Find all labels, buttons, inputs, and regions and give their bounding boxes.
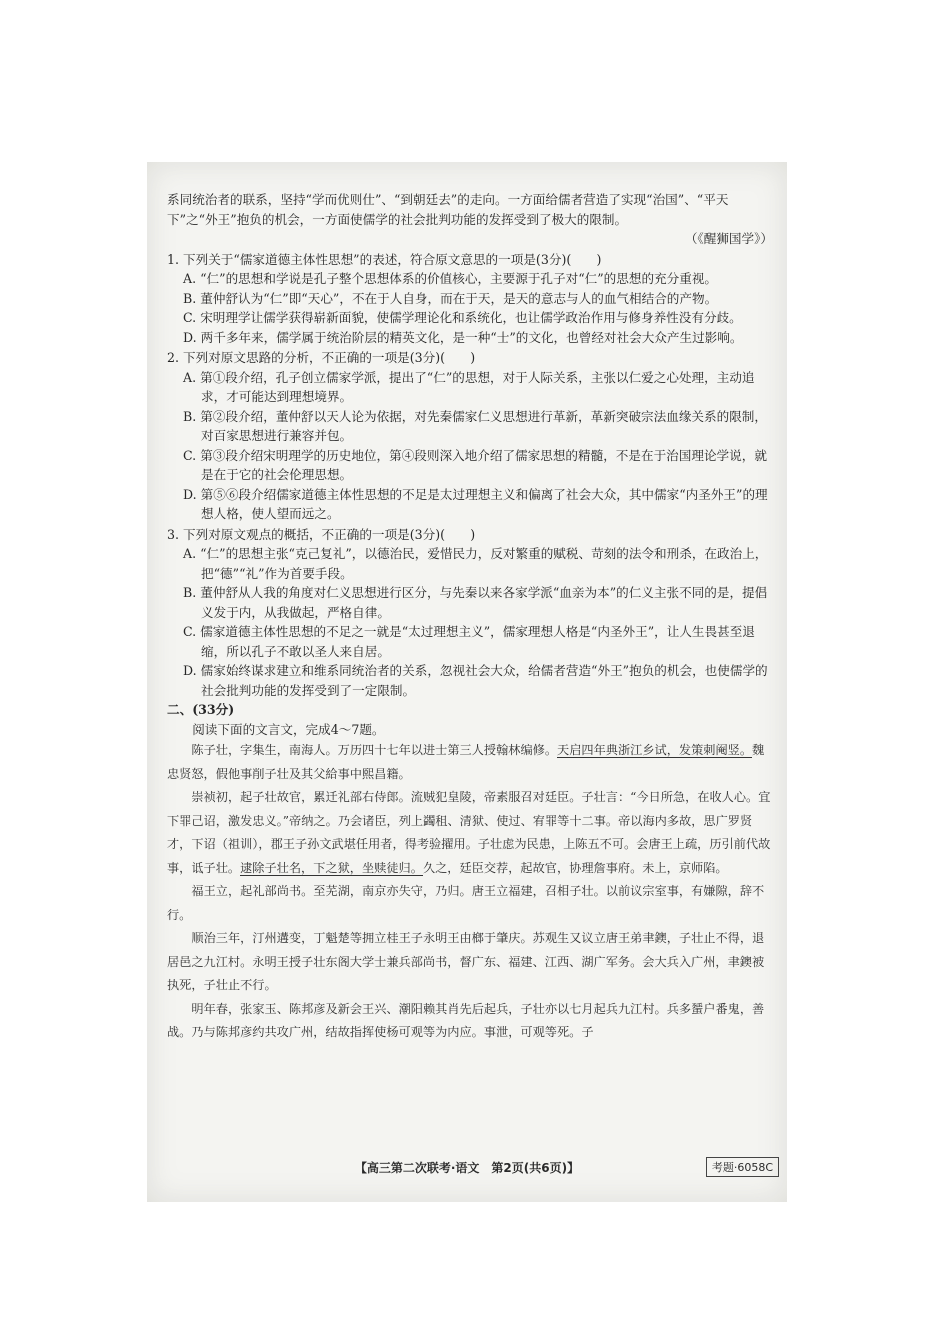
question-stem: 1. 下列关于“儒家道德主体性思想”的表述，符合原文意思的一项是(3分)( ) — [167, 251, 602, 267]
footer-title: 【高三第二次联考·语文 第2页(共6页)】 — [354, 1161, 580, 1175]
option-c: C. 宋明理学让儒学获得崭新面貌，使儒学理论化和系统化，也让儒学政治作用与修身养性没有分歧。 — [183, 310, 742, 325]
option-d: D. 儒家始终谋求建立和维系同统治者的关系，忽视社会大众，给儒者营造“外王”抱负的机会，也使儒学的社会批判功能的发挥受到了一定限制。 — [183, 663, 768, 698]
option-a: A. “仁”的思想主张“克己复礼”，以德治民，爱惜民力，反对繁重的赋税、苛刻的法令和刑杀，在政治上，把“德”“礼”作为首要手段。 — [183, 546, 768, 581]
question-1 — [167, 250, 773, 348]
section-2-instruction: 阅读下面的文言文，完成4～7题。 — [192, 721, 385, 737]
question-stem: 3. 下列对原文观点的概括，不正确的一项是(3分)( ) — [167, 526, 476, 542]
classical-paragraph-3: 福王立，起礼部尚书。至芜湖，南京亦失守，乃归。唐王立福建，召相子壮。以前议宗室事，有嫌隙，辞不行。 — [167, 884, 765, 922]
underlined-sentence: 天启四年典浙江乡试，发策刺阉竖。 — [557, 743, 753, 757]
classical-paragraph-1 — [167, 739, 773, 786]
underlined-sentence: 逮除子壮名，下之狱，坐赎徒归。 — [240, 860, 423, 875]
option-a: A. “仁”的思想和学说是孔子整个思想体系的价值核心，主要源于孔子对“仁”的思想的充分重视。 — [183, 271, 718, 286]
text-run: 久之，廷臣交荐，起故官，协理詹事府。未上，京师陷。 — [422, 860, 728, 875]
text-run: 魏忠贤怒，假他事削子壮及其父給事中熙昌籍。 — [167, 743, 765, 781]
exam-code-badge: 考题·6058C — [706, 1157, 779, 1177]
question-3 — [167, 525, 773, 701]
question-stem: 2. 下列对原文思路的分析，不正确的一项是(3分)( ) — [167, 350, 476, 365]
section-2-heading: 二、(33分) — [167, 702, 235, 717]
question-2 — [167, 348, 773, 524]
classical-paragraph-4: 顺治三年，汀州遘变，丁魁楚等拥立桂王子永明王由榔于肇庆。苏观生又议立唐王弟聿鐭，子壮止不得，退居邑之九江村。永明王授子壮东阁大学士兼兵部尚书，督广东、福建、江西、湖广军务。会大兵入广州，聿鐭被执死，子壮止不行。 — [167, 931, 765, 992]
text-run: 陈子壮，字集生，南海人。万历四十七年以进士第三人授翰林编修。 — [191, 743, 558, 757]
option-d: D. 第⑤⑥段介绍儒家道德主体性思想的不足是太过理想主义和偏离了社会大众，其中儒家“内圣外王”的理想人格，使人望而远之。 — [183, 486, 768, 521]
page-footer — [147, 1157, 787, 1181]
option-b: B. 第②段介绍，董仲舒以天人论为依据，对先秦儒家仁义思想进行革新，革新突破宗法血缘关系的限制，对百家思想进行兼容并包。 — [183, 408, 767, 443]
classical-paragraph-2 — [167, 786, 773, 880]
option-c: C. 儒家道德主体性思想的不足之一就是“太过理想主义”，儒家理想人格是“内圣外王”，让人生畏甚至退缩，所以孔子不敢以圣人来自居。 — [183, 624, 755, 659]
option-b: B. 董仲舒认为“仁”即“天心”，不在于人自身，而在于天，是天的意志与人的血气相结合的产物。 — [183, 290, 718, 306]
option-b: B. 董仲舒从人我的角度对仁义思想进行区分，与先秦以来各家学派“血亲为本”的仁义主张不同的是，提倡义发于内，从我做起，严格自律。 — [183, 585, 768, 620]
classical-passage — [167, 739, 773, 1045]
exam-content — [167, 190, 773, 1045]
option-a: A. 第①段介绍，孔子创立儒家学派，提出了“仁”的思想，对于人际关系，主张以仁爱之心处理，主动追求，才可能达到理想境界。 — [183, 369, 755, 404]
text-run: 崇祯初，起子壮故官，累迁礼部右侍郎。流贼犯皇陵，帝素服召对廷臣。子壮言：“今日所急，在收人心。宜下罪己诏，激发忠义。”帝纳之。乃会诸臣，列上蠲租、清狱、使过、宥罪等十二事。帝以海内多故，思广罗贤才，下诏（祖训），郡王子孙文武堪任用者，得考验擢用。子壮虑为民患，上陈五不可。会唐王上疏，历引前代故事，诋子壮。 — [167, 790, 771, 875]
option-d: D. 两千多年来，儒学属于统治阶层的精英文化，是一种“士”的文化，也曾经对社会大众产生过影响。 — [183, 329, 743, 345]
classical-paragraph-5: 明年春，张家玉、陈邦彦及新会王兴、潮阳赖其肖先后起兵，子壮亦以七月起兵九江村。兵多蜑户番鬼，善战。乃与陈邦彦约共攻广州，结故指挥使杨可观等为内应。事泄，可观等死。子 — [167, 1001, 765, 1039]
option-c: C. 第③段介绍宋明理学的历史地位，第④段则深入地介绍了儒家思想的精髓，不是在于治国理论学说，就是在于它的社会伦理思想。 — [183, 447, 767, 482]
passage-source: （《醒狮国学》） — [684, 231, 773, 246]
passage-continuation: 系同统治者的联系，坚持“学而优则仕”、“到朝廷去”的走向。一方面给儒者营造了实现“治国”、“平天下”之“外王”抱负的机会，一方面使儒学的社会批判功能的发挥受到了极大的限制。 — [167, 192, 729, 227]
